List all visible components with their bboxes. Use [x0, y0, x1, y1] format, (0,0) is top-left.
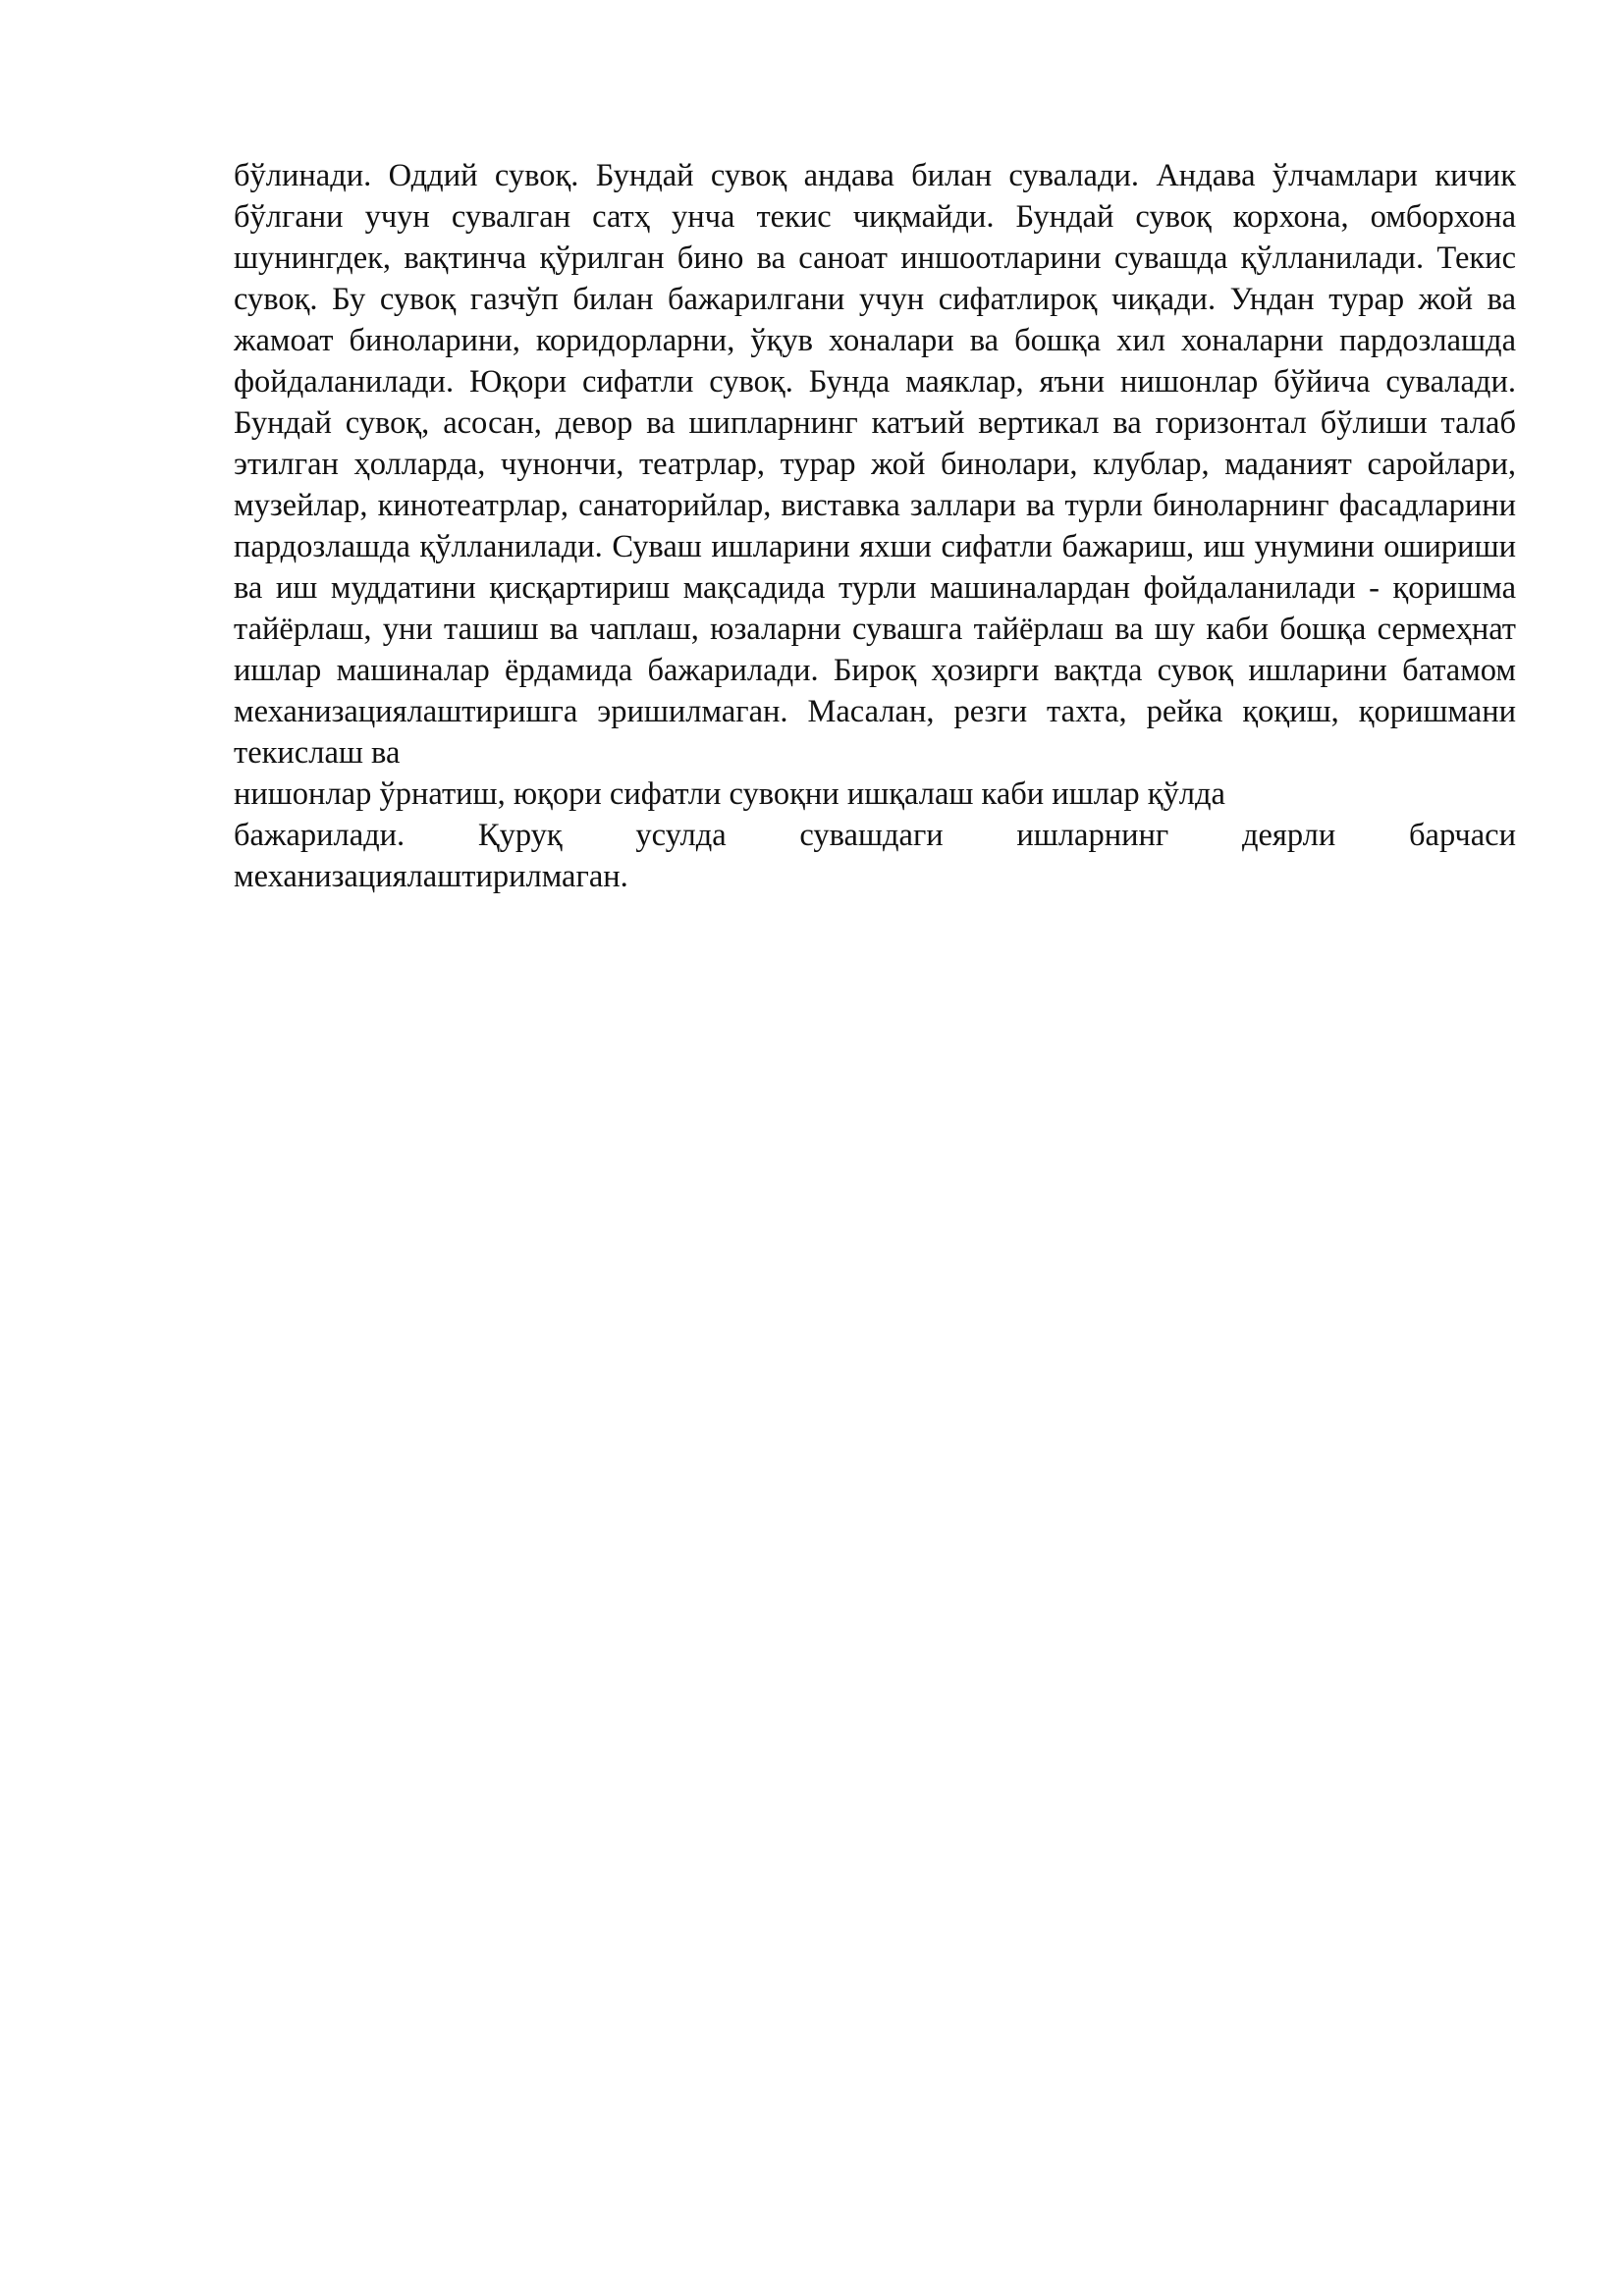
- body-text: [234, 155, 1516, 897]
- paragraph-line-break: нишонлар ўрнатиш, юқори сифатли сувоқни ишқалаш каби ишлар қўлда: [234, 776, 1225, 812]
- paragraph-main: бўлинади. Оддий сувоқ. Бундай сувоқ андава билан сувалади. Андава ўлчамлари кичик бўлгани учун сувалган сатҳ унча текис чиқмайди. Бундай сувоқ корхона, омборхона шунингдек, вақтинча қўрилган бино ва саноат иншоотларини сувашда қўлланилади. Текис сувоқ. Бу сувоқ газчўп билан бажарилгани учун сифатлироқ чиқади. Ундан турар жой ва жамоат биноларини, коридорларни, ўқув хоналари ва бошқа хил хоналарни пардозлашда фойдаланилади. Юқори сифатли сувоқ. Бунда маяклар, яъни нишонлар бўйича сувалади. Бундай сувоқ, асосан, девор ва шипларнинг катъий вертикал ва горизонтал бўлиши талаб этилган ҳолларда, чунончи, театрлар, турар жой бинолари, клублар, маданият саройлари, музейлар, кинотеатрлар, санаторийлар, виставка заллари ва турли биноларнинг фасадларини пардозлашда қўлланилади. Суваш ишларини яхши сифатли бажариш, иш унумини ошириши ва иш муддатини қисқартириш мақсадида турли машиналардан фойдаланилади - қоришма тайёрлаш, уни ташиш ва чаплаш, юзаларни сувашга тайёрлаш ва шу каби бошқа сермеҳнат ишлар машиналар ёрдамида бажарилади. Бироқ ҳозирги вақтда сувоқ ишларини батамом механизациялаштиришга эришилмаган. Масалан, резги тахта, рейка қоқиш, қоришмани текислаш ва: [234, 158, 1516, 771]
- paragraph-tail-justified: бажарилади. Қуруқ усулда сувашдаги ишларнинг деярли барчаси: [234, 818, 1516, 853]
- paragraph-tail-last: механизациялаштирилмаган.: [234, 859, 628, 894]
